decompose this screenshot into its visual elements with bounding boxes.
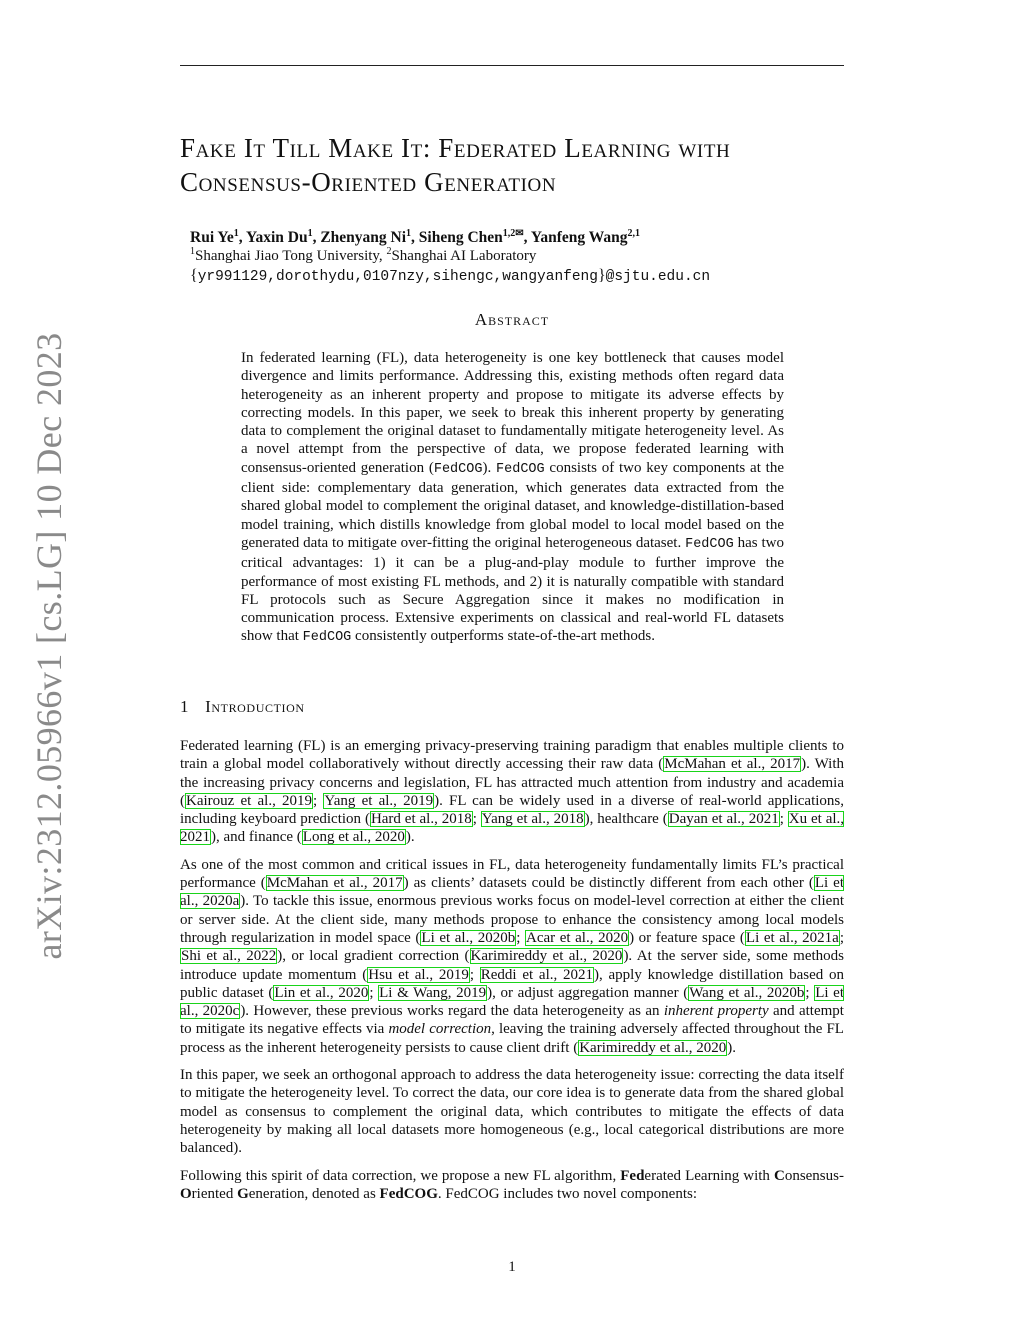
author-affiliation-marker: 1 <box>307 227 313 239</box>
author-name: Rui Ye <box>190 229 234 246</box>
author-name: Yaxin Du <box>245 229 308 246</box>
citation-link[interactable]: Li et al., 2020c <box>180 984 844 1020</box>
method-name: FedCOG <box>433 461 483 477</box>
intro-paragraph-4: Following this spirit of data correction, we propose a new FL algorithm, Federated Learning with Consensus-Oriented Generation, denoted as FedCOG. FedCOG includes two novel components: <box>180 1167 844 1202</box>
author-name: Zhenyang Ni <box>320 229 407 246</box>
title-line-1: Fake It Till Make It: Federated Learning with <box>180 133 731 163</box>
author-affiliation-marker: 1,2✉ <box>502 227 524 239</box>
method-name: FedCOG <box>496 461 545 477</box>
citation-link[interactable]: Karimireddy et al., 2020 <box>470 948 623 965</box>
bold-text: C <box>773 1167 785 1184</box>
title-line-2: Consensus-Oriented Generation <box>180 167 557 197</box>
section-title: Introduction <box>205 697 305 716</box>
author-affiliation-marker: 1 <box>233 227 239 239</box>
affiliation-2: Shanghai AI Laboratory <box>391 248 537 264</box>
section-heading-introduction <box>180 697 305 717</box>
paper-title <box>180 131 860 199</box>
intro-paragraph-2: As one of the most common and critical issues in FL, data heterogeneity fundamentally limits FL’s practical performance (McMahan et al., 2017) as clients’ datasets could be distinctly different from each other (Li et al., 2020a). To tackle this issue, enormous previous works focus on model-level correction at either the client or server side. At the client side, many methods propose to enhance the consistency among local models through regularization in model space (Li et al., 2020b; Acar et al., 2020) or feature space (Li et al., 2021a; Shi et al., 2022), or local gradient correction (Karimireddy et al., 2020). At the server side, some methods introduce update momentum (Hsu et al., 2019; Reddi et al., 2021), apply knowledge distillation based on public dataset (Lin et al., 2020; Li & Wang, 2019), or adjust aggregation manner (Wang et al., 2020b; Li et al., 2020c). However, these previous works regard the data heterogeneity as an inherent property and attempt to mitigate its negative effects via model correction, leaving the training adversely affected throughout the FL process as the inherent heterogeneity persists to cause client drift (Karimireddy et al., 2020). <box>180 856 845 1056</box>
citation-link[interactable]: McMahan et al., 2017 <box>266 875 403 892</box>
bold-text: G <box>237 1185 249 1202</box>
citation-link[interactable]: Hsu et al., 2019 <box>368 966 469 983</box>
citation-link[interactable]: Shi et al., 2022 <box>181 948 277 965</box>
citation-link[interactable]: Li et al., 2020b <box>421 929 516 946</box>
introduction-body <box>180 737 844 1212</box>
affiliation-marker-1: 1 <box>190 246 195 257</box>
emphasis: inherent property <box>663 1003 769 1020</box>
affiliation-marker-2: 2 <box>386 246 392 257</box>
citation-link[interactable]: Wang et al., 2020b <box>689 984 805 1001</box>
citation-link[interactable]: McMahan et al., 2017 <box>664 756 801 773</box>
abstract-text: In federated learning (FL), data heterogeneity is one key bottleneck that causes model divergence and limits performance. Addressing this, existing methods often regard data heterogeneity as an inherent property and propose to mitigate its adverse effects by correcting models. In this paper, we seek to break this inherent property by generating data to complement the original dataset to fundamentally mitigate heterogeneity level. As a novel attempt from the perspective of data, we propose federated learning with consensus-oriented generation (FedCOG). FedCOG consists of two key components at the client side: complementary data generation, which generates data extracted from the shared global model to complement the original dataset, and knowledge-distillation-based model training, which distills knowledge from global model to local model based on the generated data to mitigate over-fitting the original heterogeneous dataset. FedCOG has two critical advantages: 1) it can be a plug-and-play module to further improve the performance of most existing FL methods, and 2) it is naturally compatible with standard FL protocols such as Secure Aggregation since it makes no modification in communication process. Extensive experiments on classical and real-world FL datasets show that FedCOG consistently outperforms state-of-the-art methods. <box>241 350 784 646</box>
author-emails: {yr991129,dorothydu,0107nzy,sihengc,wangyanfeng}@sjtu.edu.cn <box>190 267 711 285</box>
email-usernames: yr991129,dorothydu,0107nzy,sihengc,wangyanfeng <box>197 269 598 285</box>
citation-link[interactable]: Acar et al., 2020 <box>525 929 629 946</box>
top-rule <box>180 65 844 66</box>
intro-paragraph-3: In this paper, we seek an orthogonal approach to address the data heterogeneity issue: correcting the data itself to mitigate the heterogeneity level. To correct the data, our core idea is to generate data from the shared global model as consensus to complement the original data, which contributes to mitigate the effects of data heterogeneity by making all local datasets more homogeneous (e.g., local categorical distributions are more balanced). <box>180 1067 844 1157</box>
citation-link[interactable]: Li et al., 2021a <box>745 929 839 946</box>
author-name: Yanfeng Wang <box>530 229 628 246</box>
page-number: 1 <box>508 1259 516 1275</box>
arxiv-identifier: arXiv:2312.05966v1 [cs.LG] 10 Dec 2023 <box>29 332 69 960</box>
citation-link[interactable]: Kairouz et al., 2019 <box>186 792 313 809</box>
citation-link[interactable]: Li et al., 2020a <box>180 875 845 910</box>
section-number: 1 <box>180 697 190 716</box>
citation-link[interactable]: Long et al., 2020 <box>302 829 405 846</box>
citation-link[interactable]: Hard et al., 2018 <box>370 811 472 828</box>
citation-link[interactable]: Yang et al., 2019 <box>324 792 434 809</box>
emphasis: model correction <box>388 1021 492 1038</box>
method-name: FedCOG <box>685 536 734 552</box>
citation-link[interactable]: Xu et al., 2021 <box>180 811 845 846</box>
citation-link[interactable]: Reddi et al., 2021 <box>480 966 594 983</box>
citation-link[interactable]: Lin et al., 2020 <box>274 984 369 1001</box>
affiliation-1: Shanghai Jiao Tong University, <box>195 248 387 264</box>
abstract-heading: Abstract <box>474 310 550 329</box>
bold-text: Fed <box>620 1167 645 1184</box>
author-affiliation-marker: 2,1 <box>627 227 640 239</box>
email-domain: @sjtu.edu.cn <box>605 269 711 285</box>
citation-link[interactable]: Yang et al., 2018 <box>481 811 584 828</box>
citation-link[interactable]: Karimireddy et al., 2020 <box>579 1039 727 1056</box>
bold-text: FedCOG <box>379 1185 438 1202</box>
citation-link[interactable]: Dayan et al., 2021 <box>668 811 779 828</box>
method-name: FedCOG <box>302 630 352 646</box>
author-list: Rui Ye$^1$, Yaxin Du$^1$, Zhenyang Ni$^1$, Siheng Chen$^{1,2✉}$, Yanfeng Wang$^{2,1}$ <box>190 227 640 246</box>
author-affiliation-marker: 1 <box>406 227 412 239</box>
intro-paragraph-1: Federated learning (FL) is an emerging privacy-preserving training paradigm that enables multiple clients to train a global model collaboratively without directly accessing their raw data (McMahan et al., 2017). With the increasing privacy concerns and legislation, FL has attracted much attention from industry and academia (Kairouz et al., 2019; Yang et al., 2019). FL can be widely used in a diverse of real-world applications, including keyboard prediction (Hard et al., 2018; Yang et al., 2018), healthcare (Dayan et al., 2021; Xu et al., 2021), and finance (Long et al., 2020). <box>180 738 845 846</box>
bold-text: O <box>180 1185 192 1202</box>
citation-link[interactable]: Li & Wang, 2019 <box>379 984 487 1001</box>
author-name: Siheng Chen <box>418 229 503 246</box>
affiliations <box>190 247 536 266</box>
